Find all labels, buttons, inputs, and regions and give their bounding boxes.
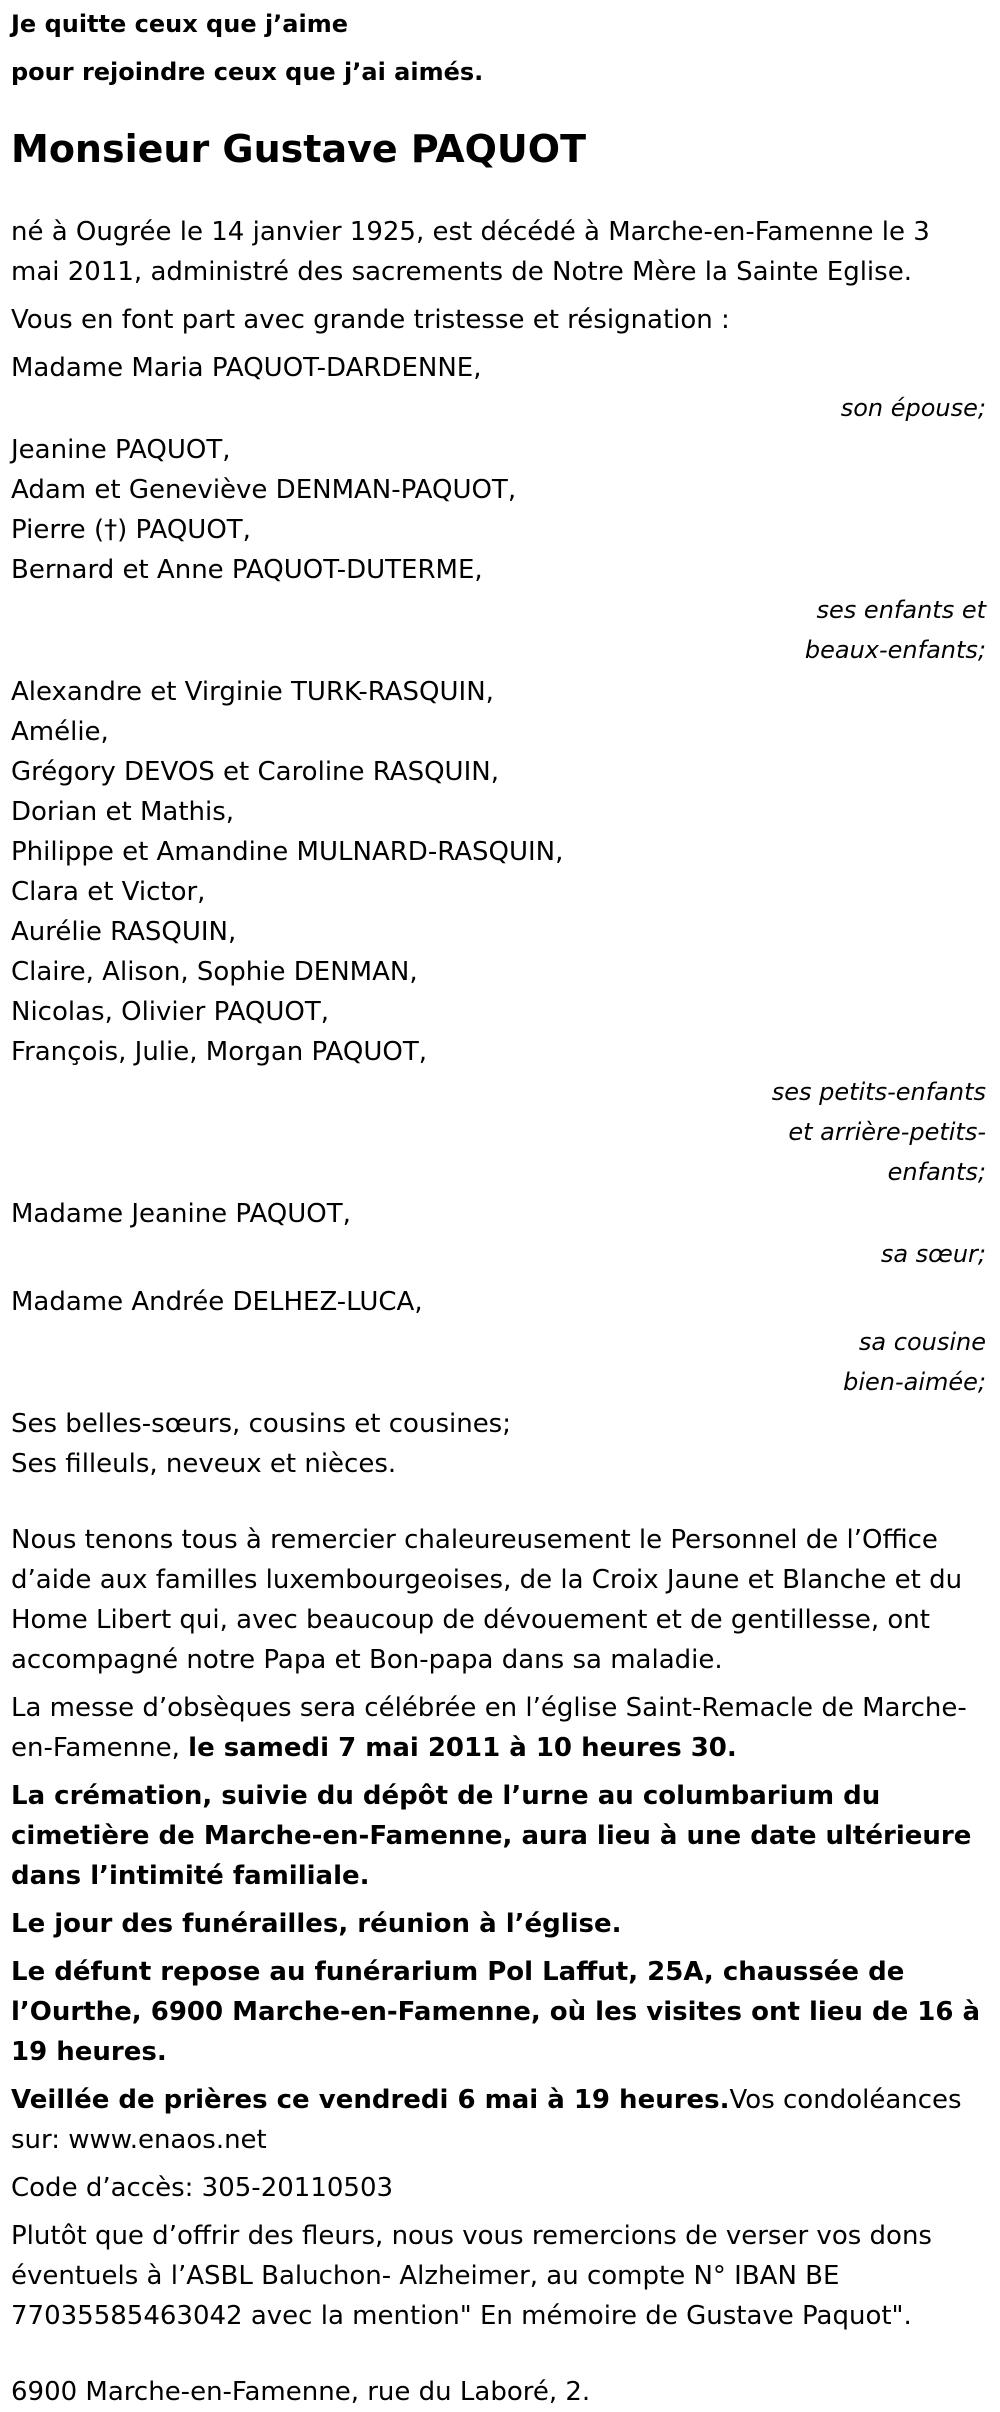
funeral-home-paragraph: Le défunt repose au funérarium Pol Laffut, 25A, chaussée de l’Ourthe, 6900 Marche-en-Famenne, où les visites ont lieu de 16 à 19 heures.	[11, 1957, 981, 2067]
children-section	[11, 430, 986, 590]
mass-text: La messe d’obsèques sera célébrée en l’église Saint-Remacle de Marche-en-Famenne,	[11, 1693, 967, 1763]
announcement-text: Vous en font part avec grande tristesse et résignation :	[11, 305, 730, 335]
sister-section	[11, 1194, 986, 1234]
deceased-name: Monsieur Gustave PAQUOT	[11, 127, 587, 171]
extended-family-line-2: Ses filleuls, neveux et nièces.	[11, 1449, 397, 1479]
extended-family-line-1: Ses belles-sœurs, cousins et cousines;	[11, 1409, 511, 1439]
mass-date: le samedi 7 mai 2011 à 10 heures 30.	[188, 1733, 737, 1763]
grandchild-name: Amélie,	[11, 717, 109, 747]
grandchild-name: Dorian et Mathis,	[11, 797, 235, 827]
mass-paragraph	[11, 1688, 986, 1768]
child-name: Jeanine PAQUOT,	[11, 435, 231, 465]
extended-family-section	[11, 1404, 986, 1484]
epigraph-line-2: pour rejoindre ceux que j’ai aimés.	[11, 58, 484, 86]
cousin-relation	[11, 1322, 986, 1402]
spouse-relation: son épouse;	[840, 394, 986, 422]
birth-death-line-2: mai 2011, administré des sacrements de Notre Mère la Sainte Eglise.	[11, 257, 912, 287]
obituary-notice	[11, 0, 986, 2412]
grandchild-name: François, Julie, Morgan PAQUOT,	[11, 1037, 427, 1067]
child-name: Bernard et Anne PAQUOT-DUTERME,	[11, 555, 483, 585]
cousin-relation-line-1: sa cousine	[858, 1328, 986, 1356]
cousin-name: Madame Andrée DELHEZ-LUCA,	[11, 1287, 423, 1317]
child-name: Adam et Geneviève DENMAN-PAQUOT,	[11, 475, 517, 505]
meeting-paragraph: Le jour des funérailles, réunion à l’église.	[11, 1909, 622, 1939]
epigraph-line-1: Je quitte ceux que j’aime	[11, 10, 349, 38]
grandchild-name: Philippe et Amandine MULNARD-RASQUIN,	[11, 837, 564, 867]
cremation-paragraph: La crémation, suivie du dépôt de l’urne au columbarium du cimetière de Marche-en-Famenne, aura lieu à une date ultérieure dans l’intimité familiale.	[11, 1781, 972, 1891]
grandchild-name: Grégory DEVOS et Caroline RASQUIN,	[11, 757, 499, 787]
child-name: Pierre (†) PAQUOT,	[11, 515, 251, 545]
children-relation-line-2: beaux-enfants;	[804, 636, 986, 664]
children-relation-line-1: ses enfants et	[816, 596, 986, 624]
spouse-section	[11, 348, 986, 388]
vigil-paragraph	[11, 2080, 986, 2160]
children-relation	[11, 590, 986, 670]
epigraph	[11, 0, 986, 96]
grandchildren-relation-line-1: ses petits-enfants	[771, 1078, 986, 1106]
vigil-time: Veillée de prières ce vendredi 6 mai à 19 heures.	[11, 2085, 730, 2115]
cousin-relation-line-2: bien-aimée;	[843, 1368, 986, 1396]
condolences-text: Vos condoléances sur: www.enaos.net	[11, 2085, 962, 2155]
grandchildren-relation	[11, 1072, 986, 1192]
thanks-paragraph: Nous tenons tous à remercier chaleureusement le Personnel de l’Office d’aide aux familles luxembourgeoises, de la Croix Jaune et Blanche et du Home Libert qui, avec beaucoup de dévouement et de gentillesse, ont accompagné notre Papa et Bon-papa dans sa maladie.	[11, 1525, 963, 1675]
sister-name: Madame Jeanine PAQUOT,	[11, 1199, 351, 1229]
grandchild-name: Clara et Victor,	[11, 877, 206, 907]
donations-paragraph: Plutôt que d’offrir des fleurs, nous vous remercions de verser vos dons éventuels à l’ASBL Baluchon- Alzheimer, au compte N° IBAN BE 77035585463042 avec la mention" En mémoire de Gustave Paquot".	[11, 2221, 932, 2331]
grandchild-name: Nicolas, Olivier PAQUOT,	[11, 997, 330, 1027]
grandchildren-relation-line-2: et arrière-petits-	[788, 1118, 986, 1146]
grandchild-name: Alexandre et Virginie TURK-RASQUIN,	[11, 677, 494, 707]
access-code: Code d’accès: 305-20110503	[11, 2173, 394, 2203]
grandchildren-section	[11, 672, 986, 1072]
grandchild-name: Aurélie RASQUIN,	[11, 917, 237, 947]
sister-relation: sa sœur;	[880, 1240, 986, 1268]
spouse-name: Madame Maria PAQUOT-DARDENNE,	[11, 353, 482, 383]
birth-death-statement	[11, 212, 986, 292]
grandchildren-relation-line-3: enfants;	[887, 1158, 986, 1186]
birth-death-line-1: né à Ougrée le 14 janvier 1925, est décédé à Marche-en-Famenne le 3	[11, 217, 930, 247]
cousin-section	[11, 1282, 986, 1322]
grandchild-name: Claire, Alison, Sophie DENMAN,	[11, 957, 418, 987]
address: 6900 Marche-en-Famenne, rue du Laboré, 2.	[11, 2377, 591, 2407]
